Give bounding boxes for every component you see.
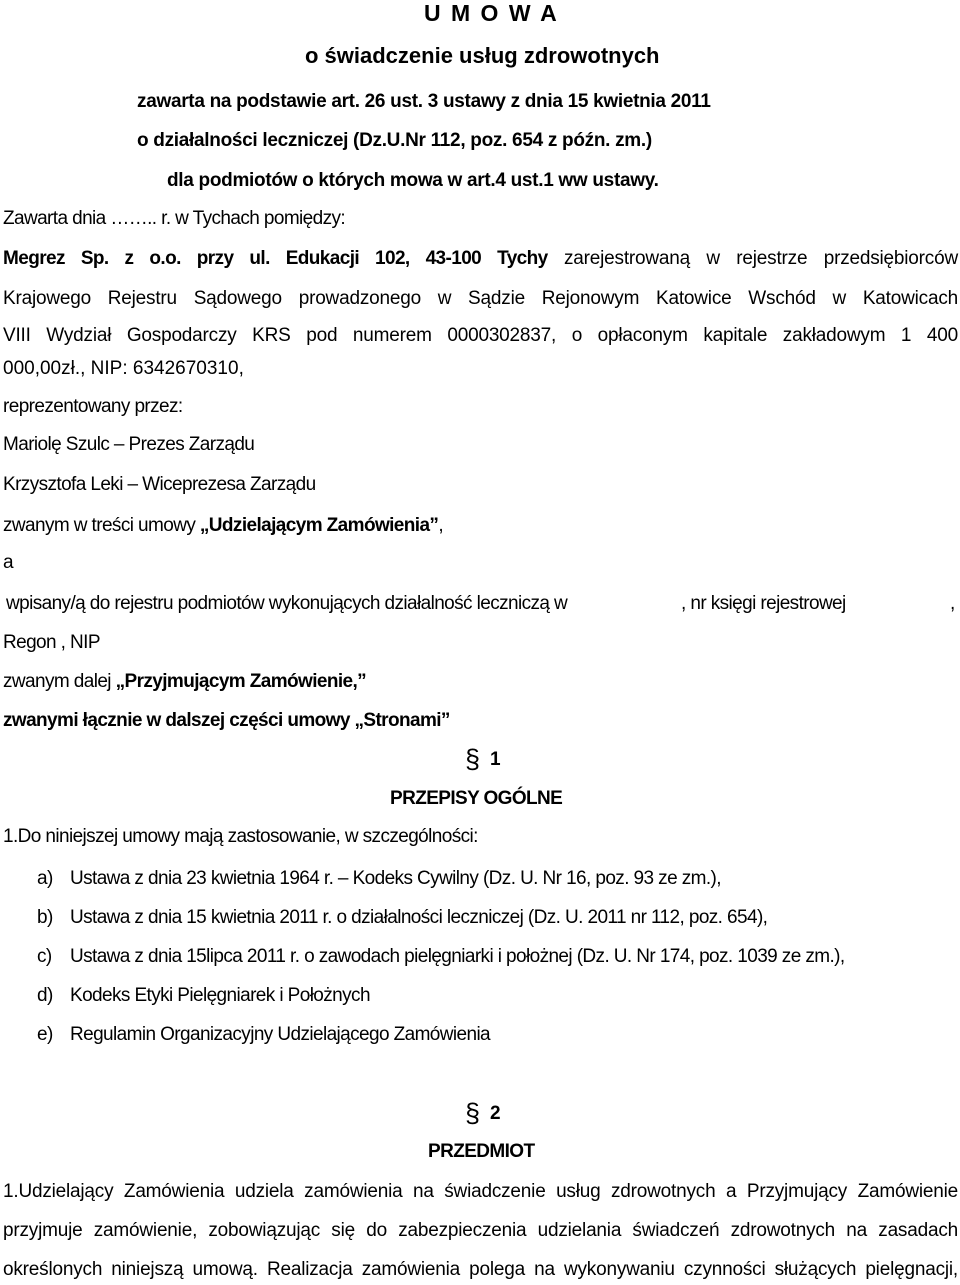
list-item-text: Ustawa z dnia 23 kwietnia 1964 r. – Kodeks Cywilny (Dz. U. Nr 16, poz. 93 ze zm.), <box>70 868 721 889</box>
contract-date-line: Zawarta dnia …….. r. w Tychach pomiędzy: <box>3 208 346 229</box>
list-item-text: Ustawa z dnia 15 kwietnia 2011 r. o działalności leczniczej (Dz. U. 2011 nr 112, poz. 654), <box>70 907 768 928</box>
section2-heading: PRZEDMIOT <box>428 1141 535 1162</box>
conjunction-and: a <box>3 552 14 573</box>
section1-number <box>465 744 501 774</box>
party1-alias-prefix: zwanym w treści umowy <box>3 515 200 536</box>
list-item-letter: d) <box>37 985 53 1006</box>
party1-registration: zarejestrowaną w rejestrze przedsiębiorców <box>563 248 958 269</box>
paragraph-sign-icon: § <box>465 1098 481 1128</box>
list-item-letter: c) <box>37 946 52 967</box>
krs-line-3: 000,00zł., NIP: 6342670310, <box>3 358 244 379</box>
parties-together-line: zwanymi łącznie w dalszej części umowy „Stronami” <box>3 710 450 731</box>
section1-intro: 1.Do niniejszej umowy mają zastosowanie, w szczególności: <box>3 826 478 847</box>
registry-text-2: , nr księgi rejestrowej <box>681 593 846 614</box>
list-item-text: Kodeks Etyki Pielęgniarek i Położnych <box>70 985 370 1006</box>
header-legal-basis-3: dla podmiotów o których mowa w art.4 ust.1 ww ustawy. <box>167 170 659 191</box>
list-item-letter: a) <box>37 868 53 889</box>
list-item-text: Ustawa z dnia 15lipca 2011 r. o zawodach pielęgniarki i położnej (Dz. U. Nr 174, poz. 1039 ze zm.), <box>70 946 845 967</box>
party1-alias: „Udzielającym Zamówienia” <box>199 515 439 536</box>
party1-line <box>3 248 958 270</box>
party1-alias-line <box>3 515 443 537</box>
section2-paragraph-line-2: przyjmuje zamówienie, zobowiązując się do zabezpieczenia udzielania świadczeń zdrowotnych na zasadach <box>3 1220 958 1241</box>
party2-alias-prefix: zwanym dalej <box>3 671 116 692</box>
krs-line-1: Krajowego Rejestru Sądowego prowadzonego w Sądzie Rejonowym Katowice Wschód w Katowicach <box>3 288 958 309</box>
document-subtitle: o świadczenie usług zdrowotnych <box>305 43 660 68</box>
section1-number-value: 1 <box>490 749 501 770</box>
section2-number-value: 2 <box>490 1103 501 1124</box>
representative-2: Krzysztofa Leki – Wiceprezesa Zarządu <box>3 474 316 495</box>
registry-text-1: wpisany/ą do rejestru podmiotów wykonujących działalność leczniczą w <box>6 593 568 614</box>
header-legal-basis-2: o działalności leczniczej (Dz.U.Nr 112, poz. 654 z późn. zm.) <box>137 130 652 151</box>
paragraph-sign-icon: § <box>465 744 481 774</box>
list-item-text: Regulamin Organizacyjny Udzielającego Zamówienia <box>70 1024 491 1045</box>
header-legal-basis-1: zawarta na podstawie art. 26 ust. 3 ustawy z dnia 15 kwietnia 2011 <box>137 91 711 112</box>
party1-name: Megrez Sp. z o.o. przy ul. Edukacji 102, 43-100 Tychy <box>3 248 548 269</box>
party2-alias: „Przyjmującym Zamówienie,” <box>115 671 367 692</box>
section1-heading: PRZEPISY OGÓLNE <box>390 788 563 809</box>
registry-text-3: , <box>950 593 955 614</box>
list-item-letter: e) <box>37 1024 53 1045</box>
representative-1: Mariolę Szulc – Prezes Zarządu <box>3 434 255 455</box>
document-title: U M O W A <box>424 0 559 26</box>
section2-paragraph-line-1: 1.Udzielający Zamówienia udziela zamówienia na świadczenie usług zdrowotnych a Przyjmujący Zamówienie <box>3 1181 958 1202</box>
section2-number <box>465 1098 501 1128</box>
krs-line-2: VIII Wydział Gospodarczy KRS pod numerem 0000302837, o opłaconym kapitale zakładowym 1 400 <box>3 325 958 346</box>
section2-paragraph-line-3: określonych niniejszą umową. Realizacja zamówienia polega na wykonywaniu czynności służących pielęgnacji, <box>3 1259 958 1280</box>
represented-by-label: reprezentowany przez: <box>3 396 183 417</box>
party2-alias-line <box>3 671 366 693</box>
list-item-letter: b) <box>37 907 53 928</box>
party1-alias-suffix: , <box>438 515 444 536</box>
regon-nip-line: Regon , NIP <box>3 632 100 653</box>
